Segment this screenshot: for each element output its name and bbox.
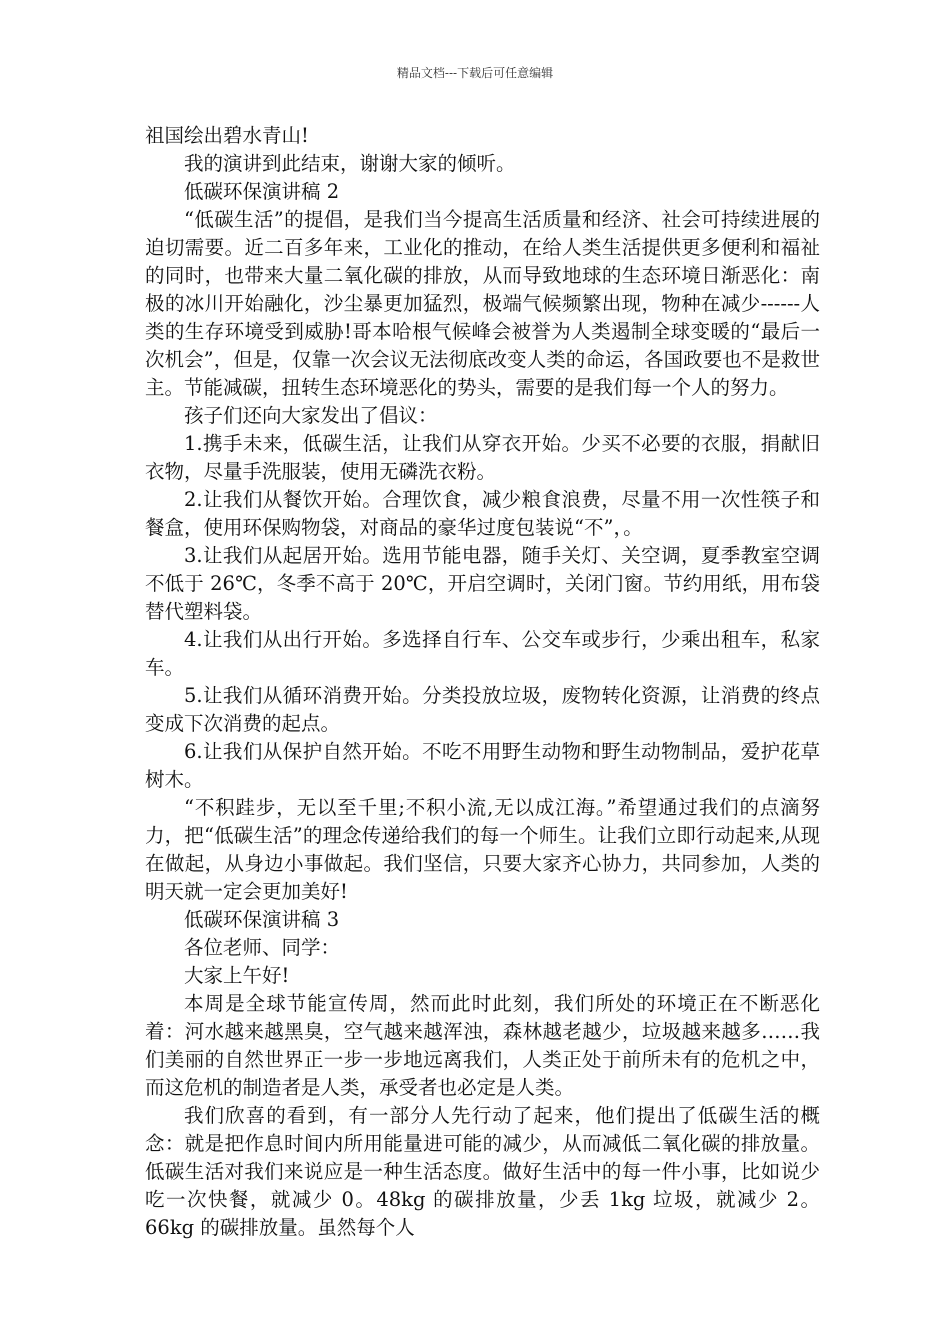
list-item: 6.让我们从保护自然开始。不吃不用野生动物和野生动物制品，爱护花草树木。 <box>145 740 820 791</box>
paragraph: 孩子们还向大家发出了倡议： <box>184 404 438 427</box>
section-heading: 低碳环保演讲稿 3 <box>184 908 340 931</box>
list-item: 2.让我们从餐饮开始。合理饮食，减少粮食浪费，尽量不用一次性筷子和餐盒，使用环保购物袋，对商品的豪华过度包装说“不”，。 <box>145 488 820 539</box>
paragraph: 本周是全球节能宣传周，然而此时此刻，我们所处的环境正在不断恶化着：河水越来越黑臭，空气越来越浑浊，森林越老越少，垃圾越来越多……我们美丽的自然世界正一步一步地远离我们，人类正处于前所未有的危机之中，而这危机的制造者是人类，承受者也必定是人类。 <box>145 992 820 1099</box>
paragraph: 祖国绘出碧水青山! <box>145 124 309 147</box>
document-body <box>145 122 820 1242</box>
paragraph: “低碳生活”的提倡，是我们当今提高生活质量和经济、社会可持续进展的迫切需要。近二百多年来，工业化的推动，在给人类生活提供更多便利和福祉的同时，也带来大量二氧化碳的排放，从而导致地球的生态环境日渐恶化：南极的冰川开始融化，沙尘暴更加猛烈，极端气候频繁出现，物种在减少------人类的生存环境受到威胁!哥本哈根气候峰会被誉为人类遏制全球变暖的“最后一次机会”，但是，仅靠一次会议无法彻底改变人类的命运，各国政要也不是救世主。节能减碳，扭转生态环境恶化的势头，需要的是我们每一个人的努力。 <box>145 208 820 399</box>
paragraph: 我的演讲到此结束，谢谢大家的倾听。 <box>184 152 516 175</box>
greeting: 大家上午好! <box>184 964 290 987</box>
list-item: 3.让我们从起居开始。选用节能电器，随手关灯、关空调，夏季教室空调不低于 26℃，冬季不高于 20℃，开启空调时，关闭门窗。节约用纸，用布袋替代塑料袋。 <box>145 544 820 623</box>
list-item: 5.让我们从循环消费开始。分类投放垃圾，废物转化资源，让消费的终点变成下次消费的起点。 <box>145 684 820 735</box>
list-item: 4.让我们从出行开始。多选择自行车、公交车或步行，少乘出租车，私家车。 <box>145 628 820 679</box>
salutation: 各位老师、同学： <box>184 936 341 959</box>
list-item: 1.携手未来，低碳生活，让我们从穿衣开始。少买不必要的衣服，捐献旧衣物，尽量手洗服装，使用无磷洗衣粉。 <box>145 432 820 483</box>
section-heading: 低碳环保演讲稿 2 <box>184 180 340 203</box>
paragraph: 我们欣喜的看到，有一部分人先行动了起来，他们提出了低碳生活的概念：就是把作息时间内所用能量进可能的减少，从而减低二氧化碳的排放量。低碳生活对我们来说应是一种生活态度。做好生活中的每一件小事，比如说少吃一次快餐，就减少 0。48kg 的碳排放量，少丢 1kg 垃圾，就减少 2。66kg 的碳排放量。虽然每个人 <box>145 1104 820 1239</box>
paragraph: “不积跬步，无以至千里;不积小流,无以成江海。”希望通过我们的点滴努力，把“低碳生活”的理念传递给我们的每一个师生。让我们立即行动起来,从现在做起，从身边小事做起。我们坚信，只要大家齐心协力，共同参加，人类的明天就一定会更加美好! <box>145 796 820 903</box>
page-header: 精品文档---下载后可任意编辑 <box>396 66 554 80</box>
